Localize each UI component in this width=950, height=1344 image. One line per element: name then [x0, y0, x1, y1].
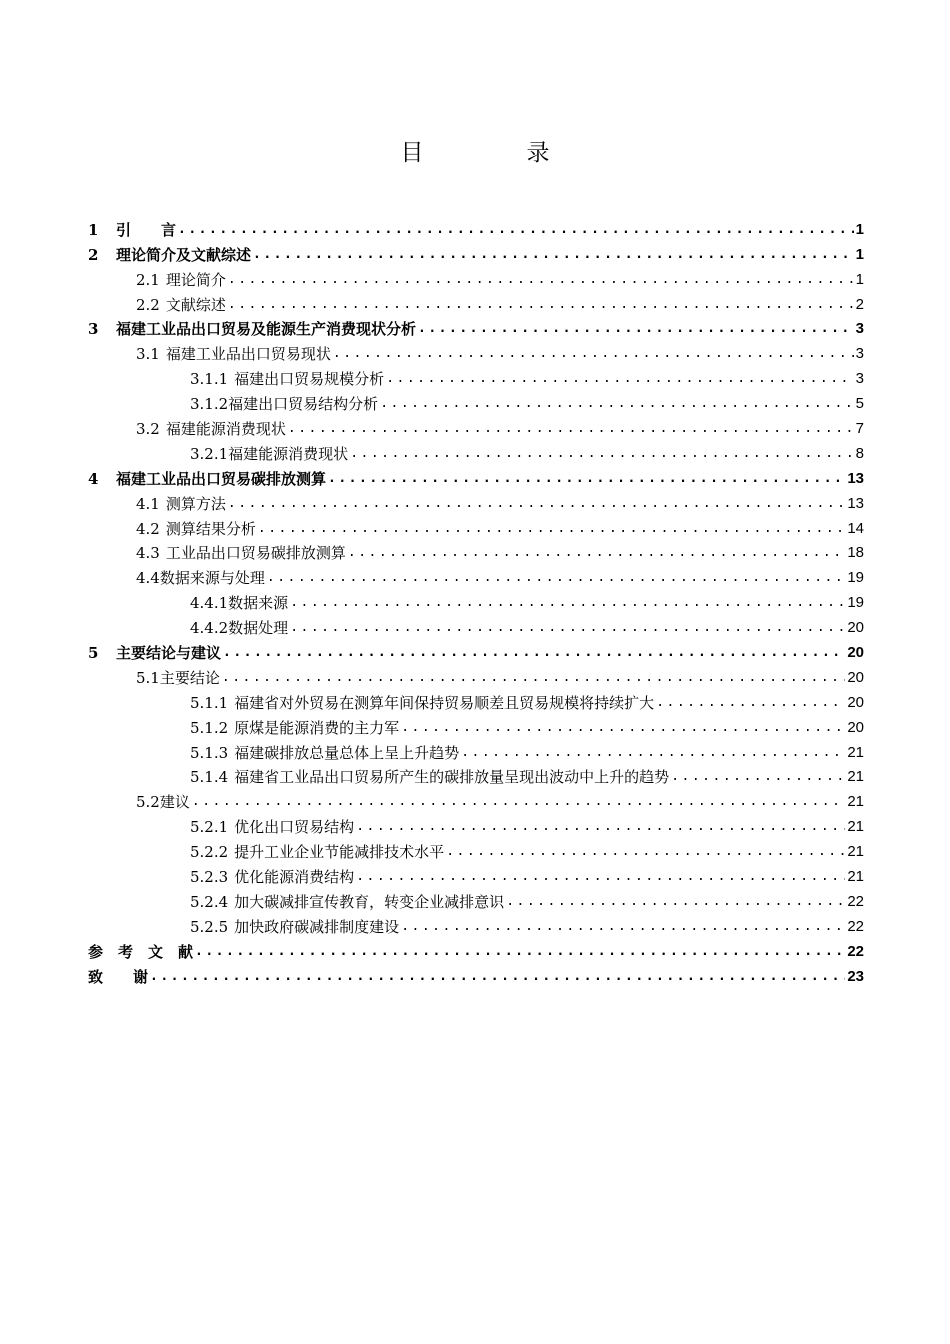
toc-entry[interactable]	[88, 861, 864, 886]
toc-entry-title: 福建工业品出口贸易现状	[165, 345, 331, 364]
toc-entry-page: 22	[847, 942, 864, 960]
toc-entry-title: 数据来源与处理	[159, 569, 265, 588]
toc-entry-title: 理论简介	[165, 270, 226, 289]
toc-entry[interactable]	[88, 214, 864, 239]
toc-entry-number: 3	[88, 320, 99, 339]
toc-entry-page: 20	[847, 644, 864, 662]
toc-dot-leader	[195, 943, 845, 961]
toc-entry[interactable]	[88, 612, 864, 637]
toc-entry-number: 5.2.5	[190, 917, 229, 936]
toc-entry-number: 4.2	[136, 519, 160, 538]
toc-entry[interactable]	[88, 239, 864, 264]
toc-entry-title: 优化能源消费结构	[234, 868, 355, 887]
toc-entry-number: 5.2.4	[190, 892, 229, 911]
toc-entry-title: 致 谢	[88, 967, 149, 986]
toc-dot-leader	[192, 793, 845, 811]
toc-entry[interactable]	[88, 264, 864, 289]
toc-entry-page: 21	[847, 843, 864, 861]
toc-entry-number: 4.3	[136, 544, 160, 563]
toc-dot-leader	[178, 221, 854, 239]
toc-entry-title: 福建工业品出口贸易及能源生产消费现状分析	[116, 320, 417, 339]
toc-entry-page: 14	[847, 519, 864, 537]
toc-dot-leader	[380, 395, 853, 413]
toc-dot-leader	[253, 246, 854, 264]
toc-dot-leader	[401, 719, 845, 737]
toc-entry[interactable]	[88, 587, 864, 612]
toc-entry[interactable]	[88, 886, 864, 911]
toc-entry-title: 福建省工业品出口贸易所产生的碳排放量呈现出波动中上升的趋势	[234, 768, 670, 787]
toc-entry-page: 1	[855, 220, 864, 238]
toc-dot-leader	[461, 744, 845, 762]
toc-entry-number: 5.1.1	[190, 693, 229, 712]
toc-entry-number: 3.2.1	[190, 444, 229, 463]
toc-entry-number: 4.1	[136, 494, 160, 513]
toc-dot-leader	[223, 644, 845, 662]
toc-entry-number: 5.2.1	[190, 818, 229, 837]
toc-entry-title: 加大碳减排宣传教育，转变企业减排意识	[234, 892, 505, 911]
toc-entry-title: 测算方法	[165, 494, 226, 513]
toc-entry-title: 数据来源	[228, 594, 289, 613]
toc-dot-leader	[418, 320, 854, 338]
toc-entry-page: 13	[847, 494, 864, 512]
toc-dot-leader	[671, 768, 845, 786]
toc-entry[interactable]	[88, 488, 864, 513]
toc-entry[interactable]	[88, 289, 864, 314]
toc-entry-page: 3	[855, 370, 864, 388]
toc-entry[interactable]	[88, 513, 864, 538]
toc-dot-leader	[258, 520, 845, 538]
toc-entry-number: 2	[88, 245, 99, 264]
toc-entry-page: 3	[855, 345, 864, 363]
toc-entry-number: 4.4	[136, 569, 160, 588]
toc-entry-number: 5.1.2	[190, 718, 229, 737]
table-of-contents	[88, 214, 864, 986]
toc-entry-title: 原煤是能源消费的主力军	[234, 718, 400, 737]
toc-entry-number: 5	[88, 644, 99, 663]
toc-entry-number: 3.1.1	[190, 370, 229, 389]
toc-entry-title: 数据处理	[228, 619, 289, 638]
toc-entry-title: 主要结论与建议	[116, 644, 222, 663]
toc-entry-number: 5.2.3	[190, 868, 229, 887]
toc-entry[interactable]	[88, 314, 864, 339]
toc-entry-number: 5.2.2	[190, 843, 229, 862]
toc-entry[interactable]	[88, 338, 864, 363]
toc-entry-page: 21	[847, 818, 864, 836]
toc-dot-leader	[290, 619, 845, 637]
toc-dot-leader	[290, 594, 845, 612]
toc-dot-leader	[446, 843, 845, 861]
toc-entry-number: 5.1.3	[190, 743, 229, 762]
toc-entry-page: 3	[855, 320, 864, 338]
toc-dot-leader	[288, 420, 854, 438]
toc-entry-title: 测算结果分析	[165, 519, 256, 538]
toc-entry[interactable]	[88, 712, 864, 737]
toc-entry-title: 福建出口贸易规模分析	[234, 370, 385, 389]
toc-entry-title: 福建省对外贸易在测算年间保持贸易顺差且贸易规模将持续扩大	[234, 693, 655, 712]
toc-entry-page: 19	[847, 569, 864, 587]
toc-entry-title: 文献综述	[165, 295, 226, 314]
toc-entry-title: 主要结论	[159, 668, 220, 687]
toc-entry-title: 加快政府碳减排制度建设	[234, 917, 400, 936]
toc-entry-page: 22	[847, 892, 864, 910]
toc-entry-number: 4.4.1	[190, 594, 229, 613]
toc-entry[interactable]	[88, 737, 864, 762]
toc-dot-leader	[228, 296, 854, 314]
page-title: 目 录	[400, 140, 590, 166]
toc-entry[interactable]	[88, 911, 864, 936]
toc-dot-leader	[333, 345, 854, 363]
toc-entry-page: 21	[847, 768, 864, 786]
toc-entry-page: 21	[847, 743, 864, 761]
toc-entry[interactable]	[88, 388, 864, 413]
toc-entry-number: 1	[88, 220, 99, 239]
toc-entry-page: 7	[855, 420, 864, 438]
toc-entry[interactable]	[88, 662, 864, 687]
toc-entry[interactable]	[88, 836, 864, 861]
toc-entry[interactable]	[88, 538, 864, 563]
toc-entry-title: 福建碳排放总量总体上呈上升趋势	[234, 743, 460, 762]
toc-entry[interactable]	[88, 786, 864, 811]
toc-entry-page: 8	[855, 444, 864, 462]
toc-dot-leader	[228, 271, 854, 289]
toc-entry-title: 工业品出口贸易碳排放测算	[165, 544, 346, 563]
toc-entry-title: 福建出口贸易结构分析	[228, 395, 379, 414]
toc-entry-page: 19	[847, 594, 864, 612]
toc-dot-leader	[656, 694, 845, 712]
toc-entry-number: 3.1	[136, 345, 160, 364]
toc-entry-page: 21	[847, 868, 864, 886]
toc-entry-page: 1	[855, 245, 864, 263]
toc-dot-leader	[350, 445, 853, 463]
toc-entry[interactable]	[88, 961, 864, 986]
toc-entry-title: 建议	[159, 793, 190, 812]
toc-entry-page: 1	[855, 270, 864, 288]
toc-entry[interactable]	[88, 363, 864, 388]
toc-dot-leader	[386, 370, 853, 388]
toc-entry[interactable]	[88, 762, 864, 787]
toc-entry-number: 2.2	[136, 295, 160, 314]
toc-entry-page: 21	[847, 793, 864, 811]
toc-entry[interactable]	[88, 687, 864, 712]
toc-dot-leader	[348, 544, 845, 562]
toc-entry[interactable]	[88, 438, 864, 463]
toc-entry-title: 参 考 文 献	[88, 942, 194, 961]
toc-entry-page: 5	[855, 395, 864, 413]
toc-dot-leader	[222, 669, 845, 687]
toc-entry-number: 5.2	[136, 793, 160, 812]
toc-entry-title: 福建能源消费现状	[228, 444, 349, 463]
toc-entry-page: 20	[847, 693, 864, 711]
toc-entry-page: 23	[847, 967, 864, 985]
toc-entry-page: 20	[847, 668, 864, 686]
toc-entry-number: 5.1	[136, 668, 160, 687]
toc-entry[interactable]	[88, 936, 864, 961]
toc-dot-leader	[267, 569, 845, 587]
toc-dot-leader	[150, 968, 845, 986]
toc-entry-title: 福建能源消费现状	[165, 420, 286, 439]
toc-entry-title: 提升工业企业节能减排技术水平	[234, 843, 445, 862]
toc-entry[interactable]	[88, 463, 864, 488]
toc-dot-leader	[506, 893, 845, 911]
toc-entry-title: 优化出口贸易结构	[234, 818, 355, 837]
toc-entry-page: 13	[847, 469, 864, 487]
toc-entry-number: 4	[88, 469, 99, 488]
toc-entry-number: 4.4.2	[190, 619, 229, 638]
toc-entry-number: 3.2	[136, 420, 160, 439]
toc-entry-page: 22	[847, 917, 864, 935]
toc-entry[interactable]	[88, 811, 864, 836]
toc-entry-title: 引 言	[116, 220, 177, 239]
toc-dot-leader	[228, 495, 845, 513]
toc-entry-number: 5.1.4	[190, 768, 229, 787]
toc-entry-page: 2	[855, 295, 864, 313]
toc-entry-page: 18	[847, 544, 864, 562]
toc-entry-page: 20	[847, 619, 864, 637]
toc-entry[interactable]	[88, 637, 864, 662]
toc-dot-leader	[328, 470, 845, 488]
toc-entry[interactable]	[88, 413, 864, 438]
toc-dot-leader	[401, 918, 845, 936]
toc-entry-number: 3.1.2	[190, 395, 229, 414]
toc-entry[interactable]	[88, 562, 864, 587]
toc-entry-title: 福建工业品出口贸易碳排放测算	[116, 469, 327, 488]
toc-dot-leader	[356, 868, 845, 886]
toc-entry-number: 2.1	[136, 270, 160, 289]
toc-dot-leader	[356, 818, 845, 836]
toc-entry-page: 20	[847, 718, 864, 736]
toc-entry-title: 理论简介及文献综述	[116, 245, 252, 264]
